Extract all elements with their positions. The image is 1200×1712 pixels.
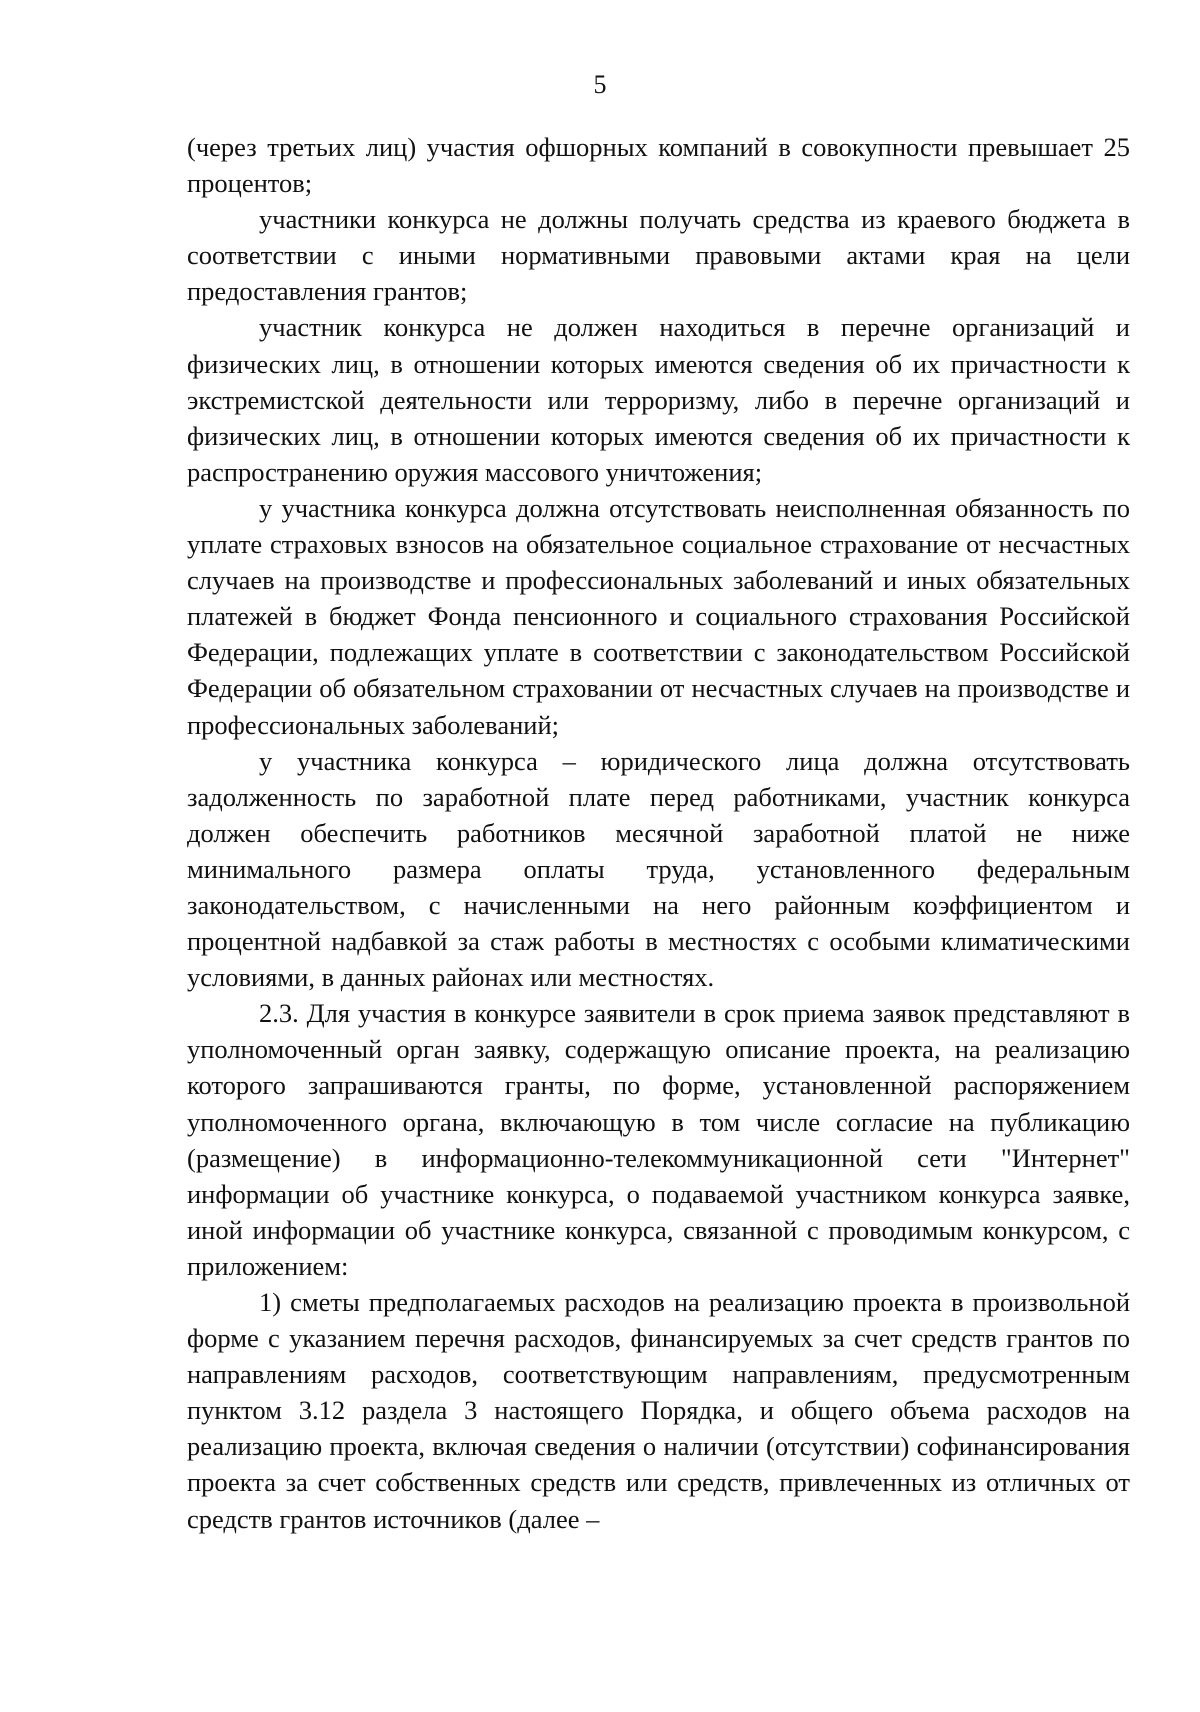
paragraph: у участника конкурса – юридического лица должна отсутствовать задолженность по заработной плате перед работниками, участник конкурса должен обеспечить работников месячной заработной платой не ниже минимального размера оплаты труда, установленного федеральным законодательством, с начисленными на него районным коэффициентом и процентной надбавкой за стаж работы в местностях с особыми климатическими условиями, в данных районах или местностях. <box>187 745 1130 993</box>
paragraph: участник конкурса не должен находиться в перечне организаций и физических лиц, в отношении которых имеются сведения об их причастности к экстремистской деятельности или терроризму, либо в перечне организаций и физических лиц, в отношении которых имеются сведения об их причастности к распространению оружия массового уничтожения; <box>187 312 1130 487</box>
paragraph: у участника конкурса должна отсутствовать неисполненная обязанность по уплате страховых взносов на обязательное социальное страхование от несчастных случаев на производстве и профессиональных заболеваний и иных обязательных платежей в бюджет Фонда пенсионного и социального страхования Российской Федерации, подлежащих уплате в соответствии с законодательством Российской Федерации об обязательном страховании от несчастных случаев на производстве и профессиональных заболеваний; <box>187 492 1130 740</box>
paragraph: 1) сметы предполагаемых расходов на реализацию проекта в произвольной форме с указанием перечня расходов, финансируемых за счет средств грантов по направлениям расходов, соответствующим направлениям, предусмотренным пунктом 3.12 раздела 3 настоящего Порядка, и общего объема расходов на реализацию проекта, включая сведения о наличии (отсутствии) софинансирования проекта за счет собственных средств или средств, привлеченных из отличных от средств грантов источников (далее – <box>187 1287 1130 1534</box>
document-body <box>187 129 1130 1537</box>
paragraph: (через третьих лиц) участия офшорных компаний в совокупности превышает 25 процентов; <box>187 132 1130 199</box>
paragraph: участники конкурса не должны получать средства из краевого бюджета в соответствии с иными нормативными правовыми актами края на цели предоставления грантов; <box>187 204 1130 307</box>
page-number: 5 <box>593 70 607 99</box>
paragraph: 2.3. Для участия в конкурсе заявители в срок приема заявок представляют в уполномоченный орган заявку, содержащую описание проекта, на реализацию которого запрашиваются гранты, по форме, установленной распоряжением уполномоченного органа, включающую в том числе согласие на публикацию (размещение) в информационно-телекоммуникационной сети "Интернет" информации об участнике конкурса, о подаваемой участником конкурса заявке, иной информации об участнике конкурса, связанной с проводимым конкурсом, с приложением: <box>187 998 1130 1281</box>
